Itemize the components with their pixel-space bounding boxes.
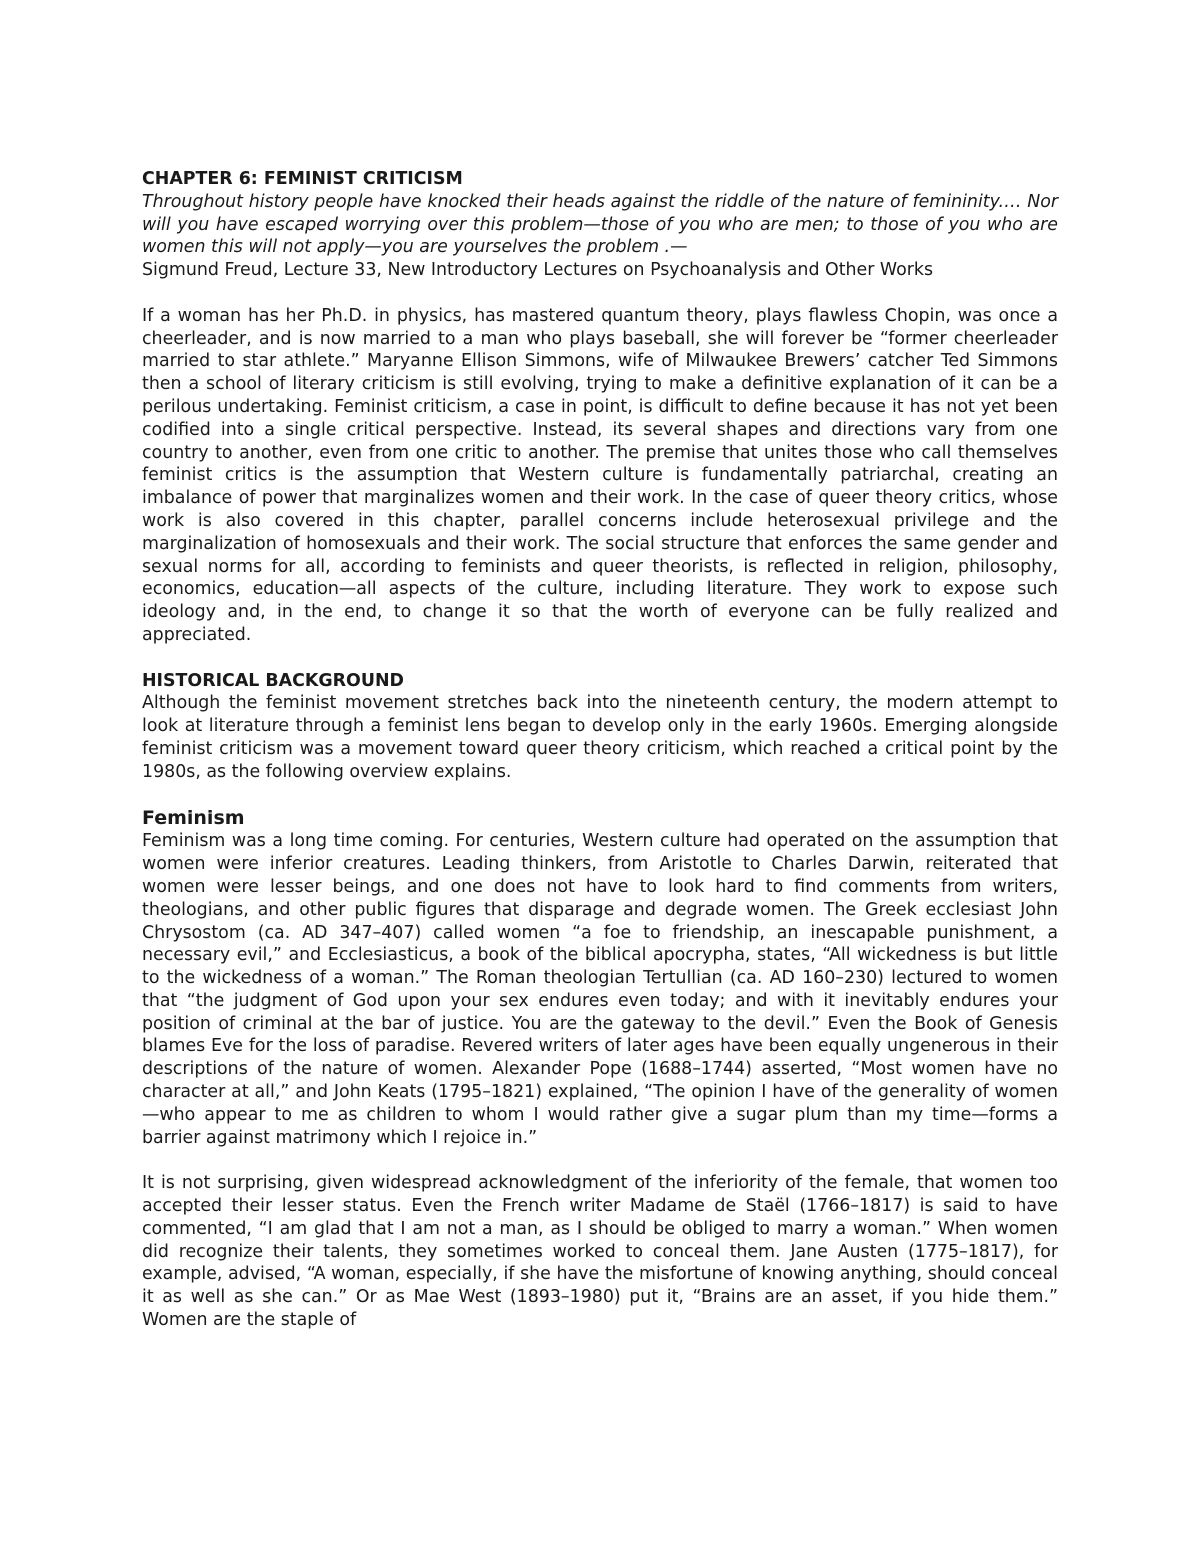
intro-paragraph: If a woman has her Ph.D. in physics, has mastered quantum theory, plays flawless Chopin, was once a cheerleader, and is now married to a man who plays baseball, she will forever be “former cheerleader married to star athlete.” Maryanne Ellison Simmons, wife of Milwaukee Brewers’ catcher Ted Simmons then a school of literary criticism is still evolving, trying to make a definitive explanation of it can be a perilous undertaking. Feminist criticism, a case in point, is difficult to define because it has not yet been codified into a single critical perspective. Instead, its several shapes and directions vary from one country to another, even from one critic to another. The premise that unites those who call themselves feminist critics is the assumption that Western culture is fundamentally patriarchal, creating an imbalance of power that marginalizes women and their work. In the case of queer theory critics, whose work is also covered in this chapter, parallel concerns include heterosexual privilege and the marginalization of homosexuals and their work. The social structure that enforces the same gender and sexual norms for all, according to feminists and queer theorists, is reflected in religion, philosophy, economics, education—all aspects of the culture, including literature. They work to expose such ideology and, in the end, to change it so that the worth of everyone can be fully realized and appreciated. [142, 305, 1058, 645]
feminism-paragraph-2: It is not surprising, given widespread acknowledgment of the inferiority of the female, that women too accepted their lesser status. Even the French writer Madame de Staël (1766–1817) is said to have commented, “I am glad that I am not a man, as I should be obliged to marry a woman.” When women did recognize their talents, they sometimes worked to conceal them. Jane Austen (1775–1817), for example, advised, “A woman, especially, if she have the misfortune of knowing anything, should conceal it as well as she can.” Or as Mae West (1893–1980) put it, “Brains are an asset, if you hide them.” Women are the staple of [142, 1173, 1058, 1331]
chapter-title: CHAPTER 6: FEMINIST CRITICISM [142, 169, 463, 189]
feminism-heading: Feminism [142, 807, 245, 830]
historical-background-heading: HISTORICAL BACKGROUND [142, 670, 404, 691]
epigraph-attribution: Sigmund Freud, Lecture 33, New Introductory Lectures on Psychoanalysis and Other Works [142, 260, 934, 281]
historical-background-paragraph: Although the feminist movement stretches back into the nineteenth century, the modern attempt to look at literature through a feminist lens began to develop only in the early 1960s. Emerging alongside feminist criticism was a movement toward queer theory criticism, which reached a critical point by the 1980s, as the following overview explains. [142, 693, 1058, 782]
epigraph-quote: Throughout history people have knocked their heads against the riddle of the nature of femininity.… Nor will you have escaped worrying over this problem—those of you who are men; to those of you who are women this will not apply—you are yourselves the problem .— [142, 191, 1058, 258]
feminism-paragraph-1: Feminism was a long time coming. For centuries, Western culture had operated on the assumption that women were inferior creatures. Leading thinkers, from Aristotle to Charles Darwin, reiterated that women were lesser beings, and one does not have to look hard to find comments from writers, theologians, and other public figures that disparage and degrade women. The Greek ecclesiast John Chrysostom (ca. AD 347–407) called women “a foe to friendship, an inescapable punishment, a necessary evil,” and Ecclesiasticus, a book of the biblical apocrypha, states, “All wickedness is but little to the wickedness of a woman.” The Roman theologian Tertullian (ca. AD 160–230) lectured to women that “the judgment of God upon your sex endures even today; and with it inevitably endures your position of criminal at the bar of justice. You are the gateway to the devil.” Even the Book of Genesis blames Eve for the loss of paradise. Revered writers of later ages have been equally ungenerous in their descriptions of the nature of women. Alexander Pope (1688–1744) asserted, “Most women have no character at all,” and John Keats (1795–1821) explained, “The opinion I have of the generality of women—who appear to me as children to whom I would rather give a sugar plum than my time—forms a barrier against matrimony which I rejoice in.” [142, 831, 1058, 1148]
document-page [142, 168, 1058, 1332]
epigraph [142, 191, 1058, 282]
